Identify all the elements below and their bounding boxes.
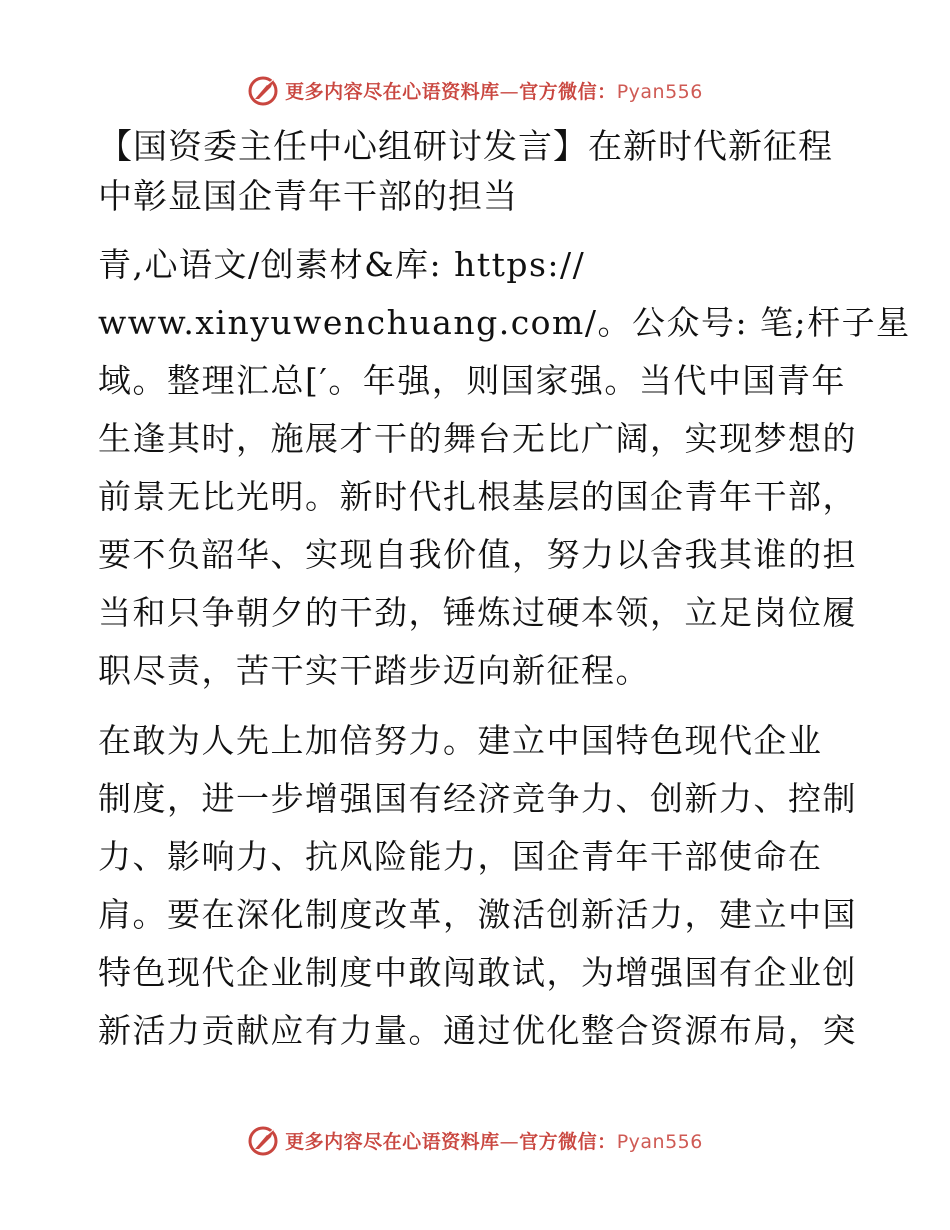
title-line: 中彰显国企青年干部的担当 [98, 177, 518, 217]
watermark-main: 更多内容尽在心语资料库 [285, 1130, 500, 1153]
footer-watermark [0, 1120, 950, 1160]
paragraph-line: 职尽责，苦干实干踏步迈向新征程。 [98, 651, 650, 690]
watermark-separator: — [499, 80, 520, 103]
watermark-official: 官方微信： [519, 80, 617, 103]
watermark-text [285, 1127, 703, 1154]
watermark-wechat-id: Pyan556 [616, 80, 703, 103]
paragraph-innovation [98, 712, 857, 1060]
paragraph-line: 生逢其时，施展才干的舞台无比广阔，实现梦想的 [98, 419, 857, 458]
document-body [98, 122, 911, 1072]
paragraph-line: 力、影响力、抗风险能力，国企青年干部使命在 [98, 837, 823, 876]
paragraph-line: 在敢为人先上加倍努力。建立中国特色现代企业 [98, 721, 823, 760]
paragraph-line: 制度，进一步增强国有经济竞争力、创新力、控制 [98, 779, 857, 818]
quill-logo-icon [247, 73, 281, 107]
paragraph-line: 肩。要在深化制度改革，激活创新活力，建立中国 [98, 895, 857, 934]
paragraph-intro [98, 236, 911, 700]
watermark-main: 更多内容尽在心语资料库 [285, 80, 500, 103]
paragraph-line: 当和只争朝夕的干劲，锤炼过硬本领，立足岗位履 [98, 593, 857, 632]
watermark-wechat-id: Pyan556 [616, 1130, 703, 1153]
paragraph-line: 青,心语文/创素材&库: https:// [98, 245, 586, 284]
watermark-official: 官方微信： [519, 1130, 617, 1153]
paragraph-line: 新活力贡献应有力量。通过优化整合资源布局，突 [98, 1011, 857, 1050]
paragraph-line: 特色现代企业制度中敢闯敢试，为增强国有企业创 [98, 953, 857, 992]
paragraph-line: www.xinyuwenchuang.com/。公众号: 笔;杆子星 [98, 303, 911, 342]
paragraph-line: 域。整理汇总[′。年强，则国家强。当代中国青年 [98, 361, 846, 400]
quill-logo-icon [247, 1123, 281, 1157]
paragraph-line: 要不负韶华、实现自我价值，努力以舍我其谁的担 [98, 535, 857, 574]
title-line: 【国资委主任中心组研讨发言】在新时代新征程 [98, 127, 833, 167]
document-title [98, 122, 850, 222]
watermark-separator: — [499, 1130, 520, 1153]
paragraph-line: 前景无比光明。新时代扎根基层的国企青年干部， [98, 477, 857, 516]
watermark-text [285, 77, 703, 104]
header-watermark [0, 70, 950, 110]
